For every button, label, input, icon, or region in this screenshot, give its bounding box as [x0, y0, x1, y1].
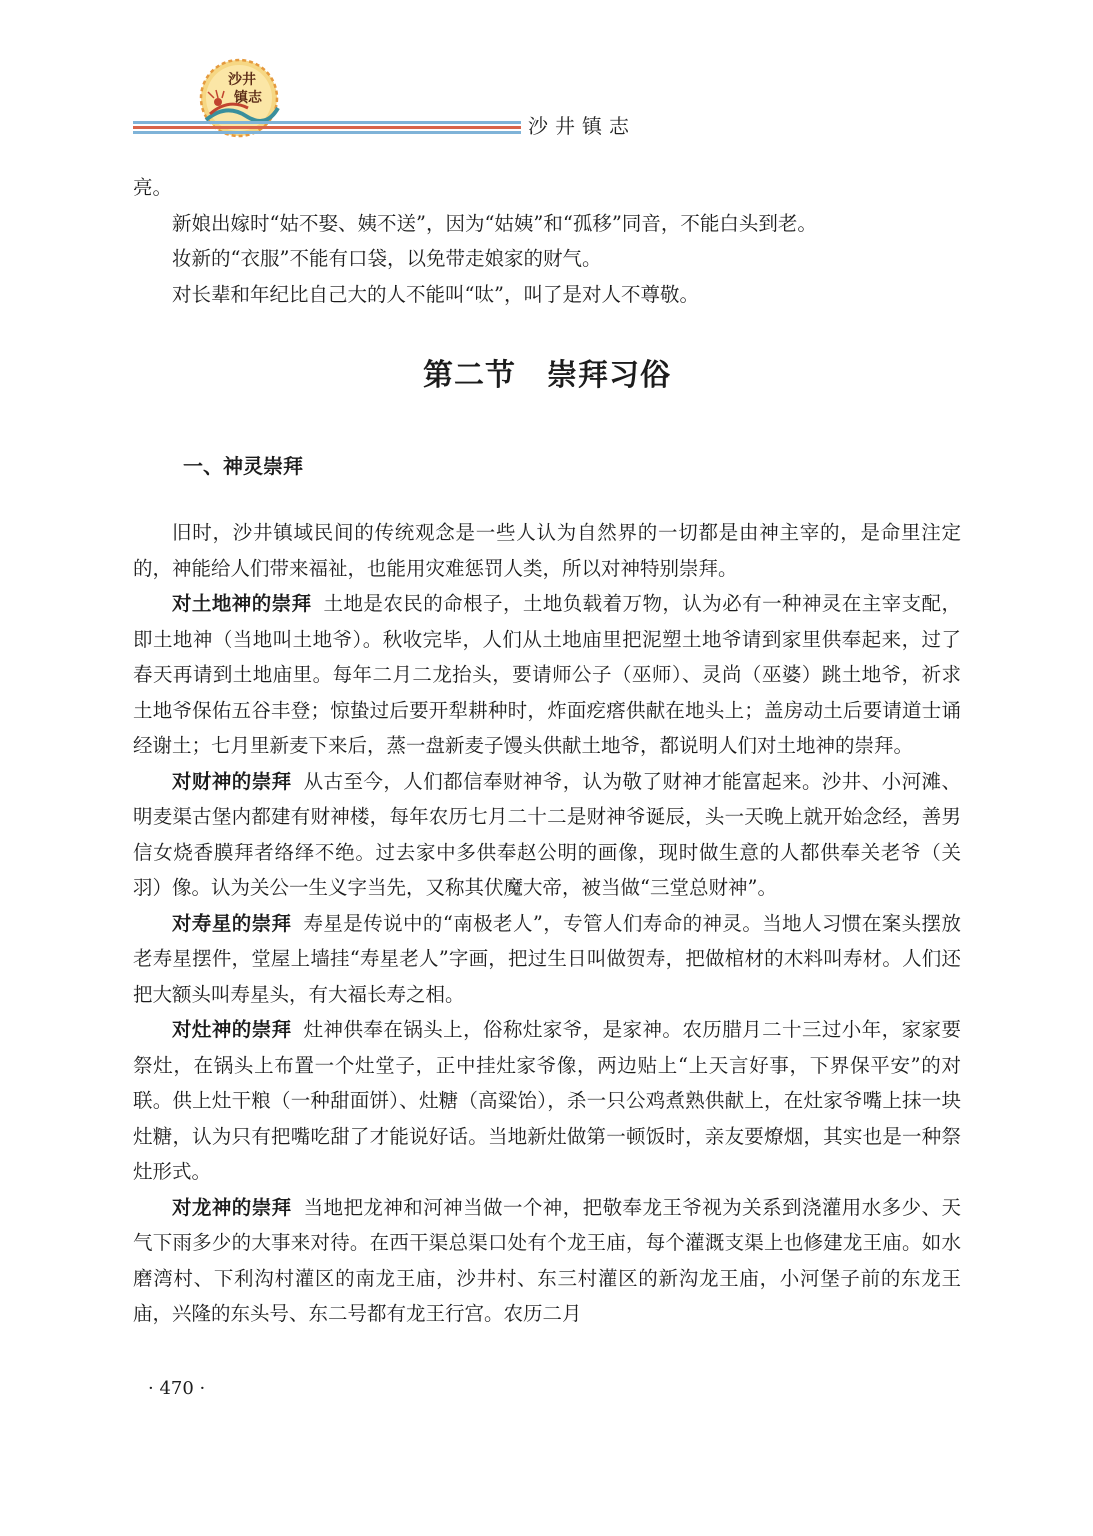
paragraph-lead: 对土地神的崇拜 [172, 592, 312, 615]
paragraph-lead: 对财神的崇拜 [172, 769, 292, 793]
paragraph-wealth-god [133, 764, 961, 906]
paragraph-text: 从古至今，人们都信奉财神爷，认为敬了财神才能富起来。沙井、小河滩、明麦渠古堡内都建有财神楼，每年农历七月二十二是财神爷诞辰，头一天晚上就开始念经，善男信女烧香膜拜者络绎不绝。过去家中多供奉赵公明的画像，现时做生意的人都供奉关老爷（关羽）像。认为关公一生义字当先，又称其伏魔大帝，被当做“三堂总财神”。 [133, 769, 961, 899]
page-number: · 470 · [148, 1378, 206, 1399]
paragraph-lead: 对灶神的崇拜 [172, 1018, 292, 1041]
subsection-title: 一、神灵崇拜 [183, 454, 303, 478]
paragraph-intro: 旧时，沙井镇域民间的传统观念是一些人认为自然界的一切都是由神主宰的，是命里注定的，神能给人们带来福祉，也能用灾难惩罚人类，所以对神特别崇拜。 [133, 521, 961, 580]
header-rule-blue-top [133, 121, 521, 124]
paragraph-taboo-1: 新娘出嫁时“姑不娶、姨不送”，因为“姑姨”和“孤移”同音，不能白头到老。 [172, 211, 817, 235]
paragraph-longevity-god [133, 906, 961, 1013]
svg-text:镇志: 镇志 [234, 90, 262, 106]
paragraph-text: 寿星是传说中的“南极老人”，专管人们寿命的神灵。当地人习惯在案头摆放老寿星摆件，堂屋上墙挂“寿星老人”字画，把过生日叫做贺寿，把做棺材的木料叫寿材。人们还把大额头叫寿星头，有大福长寿之相。 [133, 911, 961, 1006]
header-rule-blue-bottom [133, 131, 521, 134]
paragraph-text: 土地是农民的命根子，土地负载着万物，认为必有一种神灵在主宰支配，即土地神（当地叫土地爷）。秋收完毕，人们从土地庙里把泥塑土地爷请到家里供奉起来，过了春天再请到土地庙里。每年二月二龙抬头，要请师公子（巫师）、灵尚（巫婆）跳土地爷，祈求土地爷保佑五谷丰登；惊蛰过后要开犁耕种时，炸面疙瘩供献在地头上；盖房动土后要请道士诵经谢土；七月里新麦下来后，蒸一盘新麦子馒头供献土地爷，都说明人们对土地神的崇拜。 [133, 592, 961, 757]
paragraph-dragon-god [133, 1190, 961, 1332]
paragraph-text: 当地把龙神和河神当做一个神，把敬奉龙王爷视为关系到浇灌用水多少、天气下雨多少的大事来对待。在西干渠总渠口处有个龙王庙，每个灌溉支渠上也修建龙王庙。如水磨湾村、下利沟村灌区的南龙王庙，沙井村、东三村灌区的新沟龙王庙，小河堡子前的东龙王庙，兴隆的东头号、东二号都有龙王行宫。农历二月 [133, 1195, 961, 1325]
paragraph-lead: 对寿星的崇拜 [172, 911, 292, 935]
paragraph-taboo-3: 对长辈和年纪比自己大的人不能叫“呔”，叫了是对人不尊敬。 [172, 282, 699, 306]
paragraph-land-god [133, 586, 961, 764]
paragraph-lead: 对龙神的崇拜 [172, 1195, 292, 1219]
running-title: 沙井镇志 [528, 114, 636, 138]
paragraph-taboo-2: 妆新的“衣服”不能有口袋，以免带走娘家的财气。 [172, 247, 602, 270]
section-title: 第二节 崇拜习俗 [423, 358, 671, 393]
paragraph-continued: 亮。 [133, 176, 173, 199]
header-rule-red [133, 126, 521, 129]
page-header [0, 0, 1093, 160]
paragraph-kitchen-god [133, 1012, 961, 1190]
svg-text:沙井: 沙井 [228, 72, 256, 88]
paragraph-text: 灶神供奉在锅头上，俗称灶家爷，是家神。农历腊月二十三过小年，家家要祭灶，在锅头上布置一个灶堂子，正中挂灶家爷像，两边贴上“上天言好事，下界保平安”的对联。供上灶干粮（一种甜面饼）、灶糖（高粱饴），杀一只公鸡煮熟供献上，在灶家爷嘴上抹一块灶糖，认为只有把嘴吃甜了才能说好话。当地新灶做第一顿饭时，亲友要燎烟，其实也是一种祭灶形式。 [133, 1018, 961, 1183]
page-body [133, 170, 961, 1332]
